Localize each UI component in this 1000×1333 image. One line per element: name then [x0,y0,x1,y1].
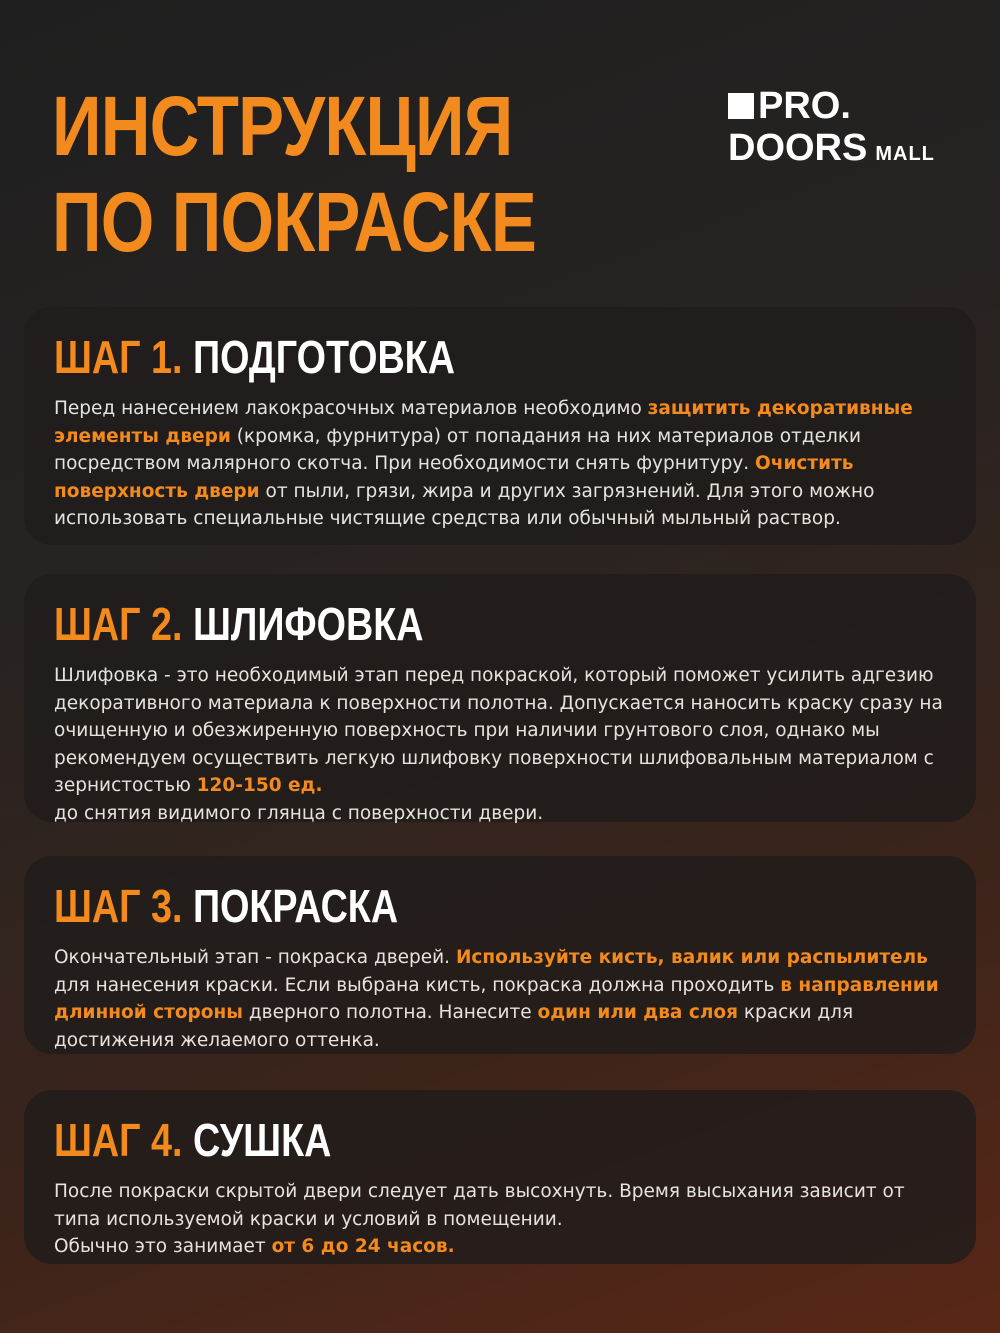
step-card-2 [24,574,976,822]
step-number: ШАГ 1. [54,331,183,383]
highlight-text: защитить декоративные элементы двери [54,398,913,447]
text-part: Обычно это занимает [54,1236,272,1257]
page-title [52,78,536,270]
title-line-1: ИНСТРУКЦИЯ [52,79,513,173]
text-part: Перед нанесением лакокрасочных материалов необходимо [54,398,648,419]
text-part: дверного полотна. Нанесите [243,1002,538,1023]
step-number: ШАГ 2. [54,598,183,650]
text-part: Шлифовка - это необходимый этап перед покраской, который поможет усилить адгезию декоративного материала к поверхности полотна. Допускается наносить краску сразу на очищенную и обезжиренную поверхность при наличии грунтового слоя, однако мы рекомендуем осуществить легкую шлифовку поверхности шлифовальным материалом с зернистостью [54,665,943,796]
highlight-text: Используйте кисть, валик или распылитель [455,947,928,968]
brand-logo [728,86,935,176]
title-line-2: ПО ПОКРАСКЕ [52,175,536,269]
step-description [54,1178,946,1261]
text-part: от пыли, грязи, жира и других загрязнений. Для этого можно использовать специальные чистящие средства или обычный мыльный раствор. [54,480,875,529]
logo-square-icon [728,93,754,119]
highlight-text: от 6 до 24 часов. [271,1236,455,1257]
step-card-1 [24,307,976,545]
text-part: Окончательный этап - покраска дверей. [54,947,456,968]
logo-row-2 [728,126,935,176]
highlight-text: в направлении длинной стороны [54,974,939,1023]
step-heading [54,596,785,652]
step-number: ШАГ 4. [54,1114,183,1166]
step-card-3 [24,856,976,1054]
step-card-4 [24,1090,976,1264]
step-title: ПОДГОТОВКА [192,331,455,383]
highlight-text: Очистить поверхность двери [54,453,854,502]
text-part: для нанесения краски. Если выбрана кисть, покраска должна проходить [54,974,781,996]
step-title: СУШКА [192,1114,332,1166]
step-number: ШАГ 3. [54,880,183,932]
highlight-text: 120-150 ед. [196,775,323,796]
logo-text-doors: DOORS [728,127,868,169]
text-part: (кромка, фурнитура) от попадания на них материалов отделки посредством малярного скотча. При необходимости снять фурнитуру. [54,425,862,474]
step-title: ПОКРАСКА [192,880,399,932]
step-description [54,395,946,533]
step-heading [54,878,785,934]
text-part: После покраски скрытой двери следует дать высохнуть. Время высыхания зависит от типа используемой краски и условий в помещении. [54,1181,905,1230]
step-heading [54,329,785,385]
highlight-text: один или два слоя [537,1002,738,1023]
logo-row-1 [728,86,935,126]
step-description [54,662,946,827]
text-part: краски для достижения желаемого оттенка. [54,1002,854,1051]
step-heading [54,1112,785,1168]
logo-text-mall: MALL [875,143,935,165]
text-part: до снятия видимого глянца с поверхности двери. [54,802,544,824]
logo-text-pro: PRO. [758,85,851,127]
step-description [54,944,946,1054]
step-title: ШЛИФОВКА [192,598,424,650]
